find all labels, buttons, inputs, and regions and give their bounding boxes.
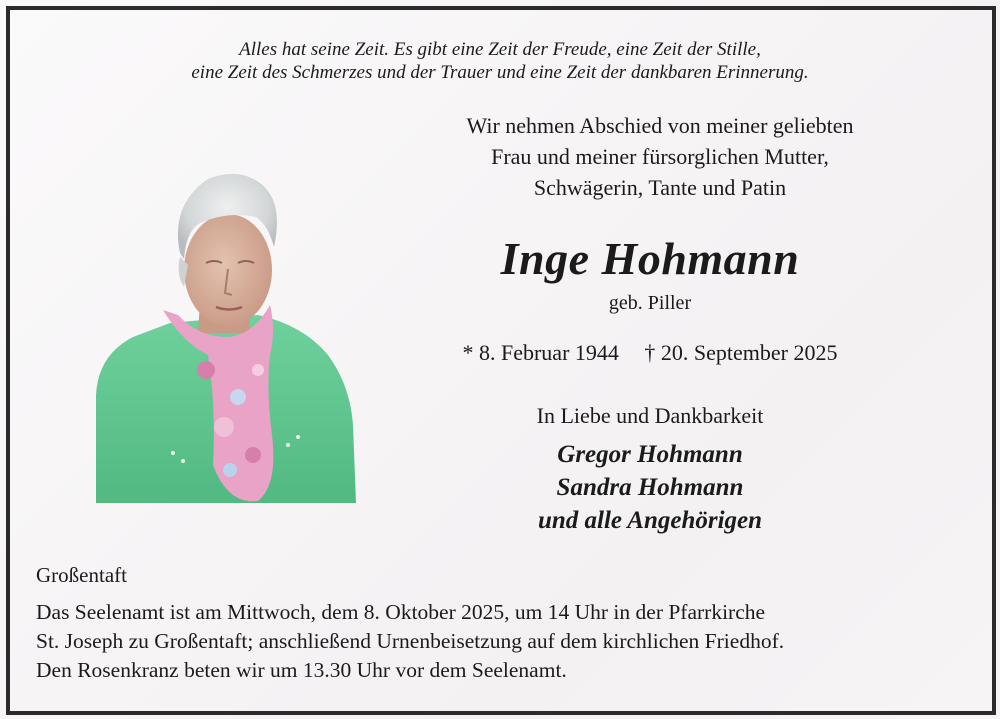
intro-line-2: Frau und meiner fürsorglichen Mutter,: [491, 144, 829, 169]
intro-line-1: Wir nehmen Abschied von meiner geliebten: [466, 113, 854, 138]
motto-quote: [0, 38, 1000, 84]
birth-date: * 8. Februar 1944: [462, 340, 619, 365]
service-details: [36, 598, 976, 685]
deceased-name: Inge Hohmann: [500, 233, 800, 284]
intro-line-3: Schwägerin, Tante und Patin: [533, 175, 787, 200]
mourners-list: [400, 438, 900, 537]
motto-line-1: Alles hat seine Zeit. Es gibt eine Zeit der Freude, eine Zeit der Stille,: [239, 39, 761, 60]
service-line-1: Das Seelenamt ist am Mittwoch, dem 8. Oktober 2025, um 14 Uhr in der Pfarrkirche: [36, 600, 766, 624]
mourner-2: Sandra Hohmann: [556, 474, 744, 501]
farewell-intro: [410, 110, 910, 203]
service-line-2: St. Joseph zu Großentaft; anschließend Urnenbeisetzung auf dem kirchlichen Friedhof.: [36, 629, 785, 653]
mourner-3: und alle Angehörigen: [537, 507, 763, 534]
service-line-3: Den Rosenkranz beten wir um 13.30 Uhr vor dem Seelenamt.: [36, 658, 567, 682]
mourner-1: Gregor Hohmann: [557, 441, 743, 468]
place-name: Großentaft: [36, 563, 127, 587]
birth-name: geb. Piller: [608, 292, 692, 314]
portrait-photo: [88, 165, 363, 507]
thanks-line: In Liebe und Dankbarkeit: [536, 403, 764, 428]
motto-line-2: eine Zeit des Schmerzes und der Trauer und eine Zeit der dankbaren Erinnerung.: [191, 62, 809, 83]
life-dates: [400, 338, 900, 368]
death-date: † 20. September 2025: [644, 340, 838, 365]
